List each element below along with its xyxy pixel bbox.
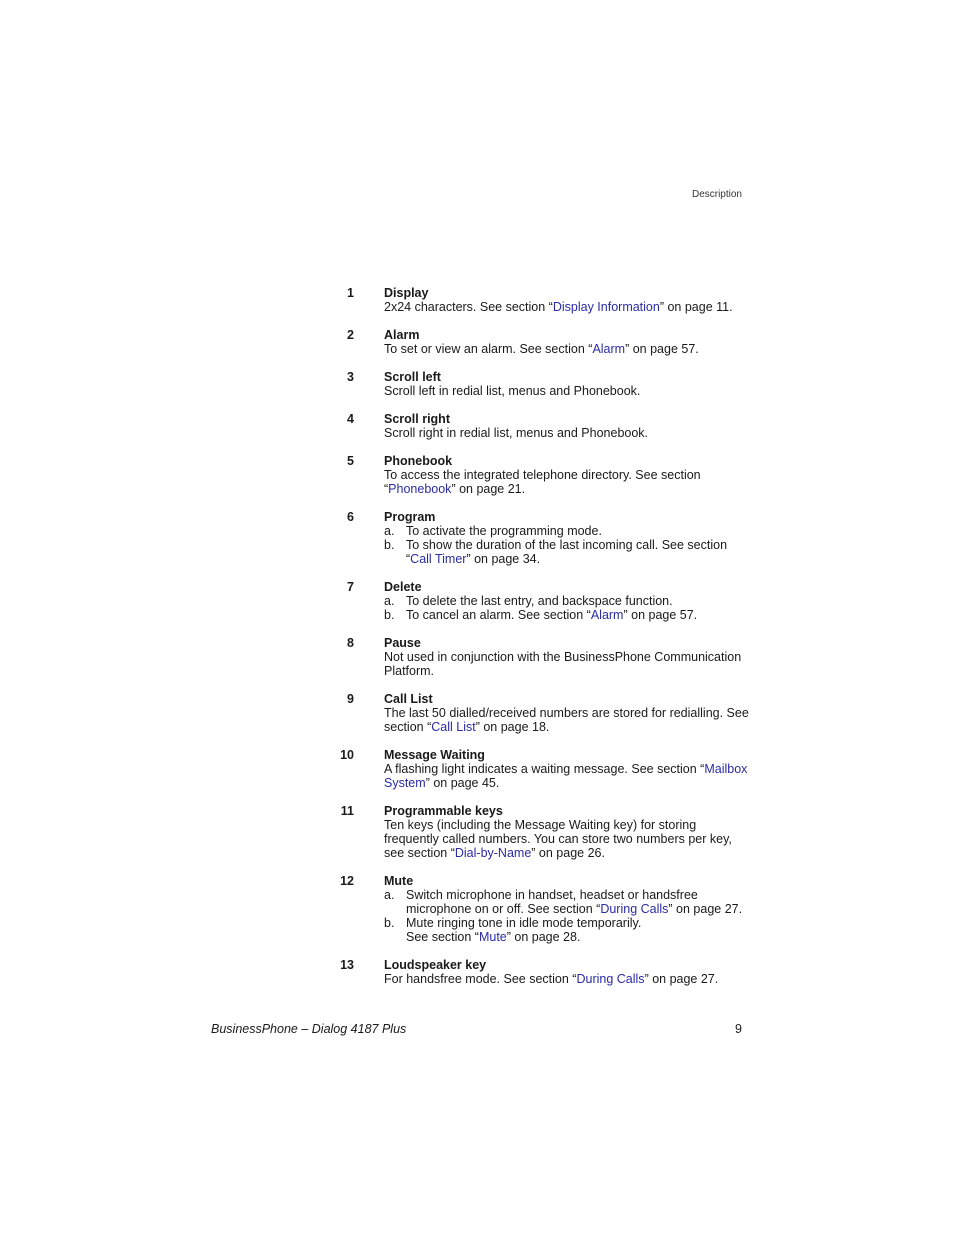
body-text: ” on page 34.	[466, 552, 541, 566]
body-text: ” on page 27.	[644, 972, 719, 986]
key-item-scroll-left	[330, 370, 750, 398]
body-text: Ten keys (including the Message Waiting key) for storing frequently called numbers. You can store two numbers per key, see section “	[384, 818, 732, 860]
item-description	[384, 762, 750, 790]
body-text: ” on page 57.	[625, 342, 699, 356]
cross-reference-link-dial-by-name[interactable]: Dial-by-Name	[454, 846, 532, 860]
item-sub-entry	[384, 608, 750, 622]
key-item-programmable-keys	[330, 804, 750, 860]
key-item-pause	[330, 636, 750, 678]
body-text: Not used in conjunction with the BusinessPhone Communication Platform.	[384, 650, 742, 678]
item-number: 9	[347, 692, 354, 706]
item-sub-entry	[384, 524, 750, 538]
key-item-phonebook	[330, 454, 750, 496]
footer-product-name: BusinessPhone – Dialog 4187 Plus	[211, 1022, 407, 1036]
item-title: Programmable keys	[384, 804, 503, 818]
item-number: 13	[340, 958, 354, 972]
key-item-display	[330, 286, 750, 314]
cross-reference-link-mute[interactable]: Mute	[478, 930, 507, 944]
body-text: To show the duration of the last incoming call. See section “	[406, 538, 728, 566]
sub-entry-letter: b.	[384, 916, 395, 930]
cross-reference-link-mailbox-system[interactable]: Mailbox System	[384, 762, 748, 790]
item-description	[384, 342, 750, 356]
body-text: ” on page 28.	[506, 930, 581, 944]
key-item-scroll-right	[330, 412, 750, 440]
body-text: To delete the last entry, and backspace function.	[406, 594, 673, 608]
cross-reference-link-call-list[interactable]: Call List	[431, 720, 476, 734]
body-text: ” on page 21.	[451, 482, 526, 496]
item-number: 7	[347, 580, 354, 594]
item-sub-entry	[384, 594, 750, 608]
key-item-loudspeaker-key	[330, 958, 750, 986]
body-text: To cancel an alarm. See section “	[406, 608, 591, 622]
key-item-delete	[330, 580, 750, 622]
key-item-call-list	[330, 692, 750, 734]
page-number: 9	[735, 1022, 742, 1036]
item-number: 5	[347, 454, 354, 468]
item-title: Phonebook	[384, 454, 453, 468]
item-title: Scroll right	[384, 412, 450, 426]
body-text: ” on page 11.	[659, 300, 733, 314]
item-sub-entry	[384, 538, 750, 566]
item-description	[384, 972, 750, 986]
item-number: 8	[347, 636, 354, 650]
body-text: Mute ringing tone in idle mode temporarily.	[406, 916, 642, 930]
key-item-mute	[330, 874, 750, 944]
sub-entry-letter: a.	[384, 524, 395, 538]
item-number: 11	[340, 804, 354, 818]
item-sub-entry	[384, 916, 750, 944]
item-number: 6	[347, 510, 354, 524]
body-text: ” on page 26.	[531, 846, 605, 860]
body-text: To access the integrated telephone directory. See section “	[384, 468, 701, 496]
item-title: Pause	[384, 636, 421, 650]
body-text: ” on page 57.	[623, 608, 698, 622]
body-text: For handsfree mode. See section “	[384, 972, 577, 986]
item-title: Display	[384, 286, 429, 300]
body-text: To set or view an alarm. See section “	[384, 342, 593, 356]
item-number: 10	[340, 748, 354, 762]
item-title: Mute	[384, 874, 414, 888]
item-sub-entry	[384, 888, 750, 916]
key-item-program	[330, 510, 750, 566]
body-text: ” on page 27.	[668, 902, 743, 916]
item-number: 3	[347, 370, 354, 384]
sub-entry-letter: a.	[384, 888, 395, 902]
body-text: Scroll left in redial list, menus and Phonebook.	[384, 384, 641, 398]
key-item-message-waiting	[330, 748, 750, 790]
sub-entry-letter: b.	[384, 608, 395, 622]
item-title: Alarm	[384, 328, 420, 342]
item-number: 12	[340, 874, 354, 888]
body-text: The last 50 dialled/received numbers are stored for redialling. See section “	[384, 706, 749, 734]
key-description-list	[330, 286, 750, 1000]
body-text: A flashing light indicates a waiting message. See section “	[384, 762, 705, 776]
cross-reference-link-call-timer[interactable]: Call Timer	[410, 552, 467, 566]
item-title: Scroll left	[384, 370, 441, 384]
item-description	[384, 818, 750, 860]
item-description	[384, 706, 750, 734]
body-text: ” on page 45.	[425, 776, 500, 790]
body-text: ” on page 18.	[475, 720, 550, 734]
cross-reference-link-alarm[interactable]: Alarm	[592, 342, 626, 356]
item-description	[384, 384, 750, 398]
item-number: 1	[347, 286, 354, 300]
body-text: See section “	[406, 930, 479, 944]
sub-entry-letter: a.	[384, 594, 395, 608]
cross-reference-link-during-calls[interactable]: During Calls	[600, 902, 669, 916]
item-number: 4	[347, 412, 354, 426]
item-title: Call List	[384, 692, 433, 706]
item-title: Program	[384, 510, 436, 524]
item-title: Delete	[384, 580, 422, 594]
body-text: To activate the programming mode.	[406, 524, 602, 538]
item-number: 2	[347, 328, 354, 342]
body-text: 2x24 characters. See section “	[384, 300, 553, 314]
item-title: Loudspeaker key	[384, 958, 487, 972]
body-text: Switch microphone in handset, headset or handsfree microphone on or off. See section “	[406, 888, 698, 916]
cross-reference-link-display-information[interactable]: Display Information	[552, 300, 660, 314]
item-description	[384, 426, 750, 440]
item-description	[384, 650, 750, 678]
cross-reference-link-phonebook[interactable]: Phonebook	[388, 482, 452, 496]
body-text: Scroll right in redial list, menus and Phonebook.	[384, 426, 649, 440]
key-item-alarm	[330, 328, 750, 356]
cross-reference-link-during-calls[interactable]: During Calls	[576, 972, 645, 986]
running-header: Description	[691, 189, 742, 200]
item-description	[384, 468, 750, 496]
item-title: Message Waiting	[384, 748, 485, 762]
cross-reference-link-alarm[interactable]: Alarm	[590, 608, 624, 622]
item-description	[384, 300, 750, 314]
sub-entry-letter: b.	[384, 538, 395, 552]
